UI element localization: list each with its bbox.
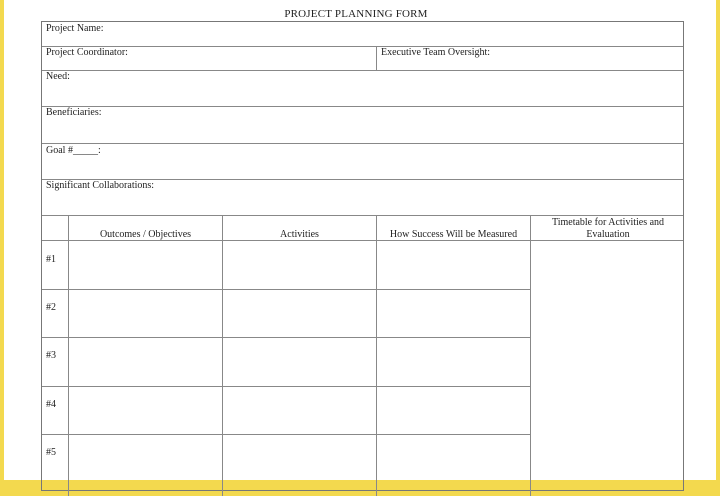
col-divider-2	[222, 216, 223, 496]
project-name-label: Project Name:	[46, 23, 104, 34]
collaborations-label: Significant Collaborations:	[46, 180, 155, 191]
planning-form	[41, 21, 684, 491]
header-timetable: Timetable for Activities and Evaluation	[551, 217, 665, 240]
row-number-4: #4	[46, 399, 56, 410]
row-number-3: #3	[46, 350, 56, 361]
beneficiaries-row[interactable]	[42, 107, 683, 144]
beneficiaries-label: Beneficiaries:	[46, 107, 102, 118]
row-divider-1	[42, 289, 530, 290]
project-name-row[interactable]	[42, 22, 683, 47]
coordinator-divider	[376, 47, 377, 71]
goal-row[interactable]	[42, 144, 683, 180]
collaborations-row[interactable]	[42, 180, 683, 216]
header-success-measure: How Success Will be Measured	[389, 229, 518, 240]
table-header-row	[42, 216, 683, 241]
header-activities: Activities	[280, 229, 319, 240]
row-number-2: #2	[46, 302, 56, 313]
row-number-5: #5	[46, 447, 56, 458]
goal-label: Goal #_____:	[46, 145, 101, 156]
col-divider-1	[68, 216, 69, 496]
header-outcomes: Outcomes / Objectives	[99, 229, 192, 240]
row-divider-2	[42, 337, 530, 338]
row-divider-4	[42, 434, 530, 435]
executive-oversight-label: Executive Team Oversight:	[381, 47, 491, 58]
row-divider-3	[42, 386, 530, 387]
project-coordinator-label: Project Coordinator:	[46, 47, 128, 58]
coordinator-row	[42, 47, 683, 71]
row-number-1: #1	[46, 254, 56, 265]
need-label: Need:	[46, 71, 70, 82]
col-divider-4	[530, 216, 531, 496]
col-divider-3	[376, 216, 377, 496]
need-row[interactable]	[42, 71, 683, 107]
form-title: PROJECT PLANNING FORM	[284, 8, 428, 20]
